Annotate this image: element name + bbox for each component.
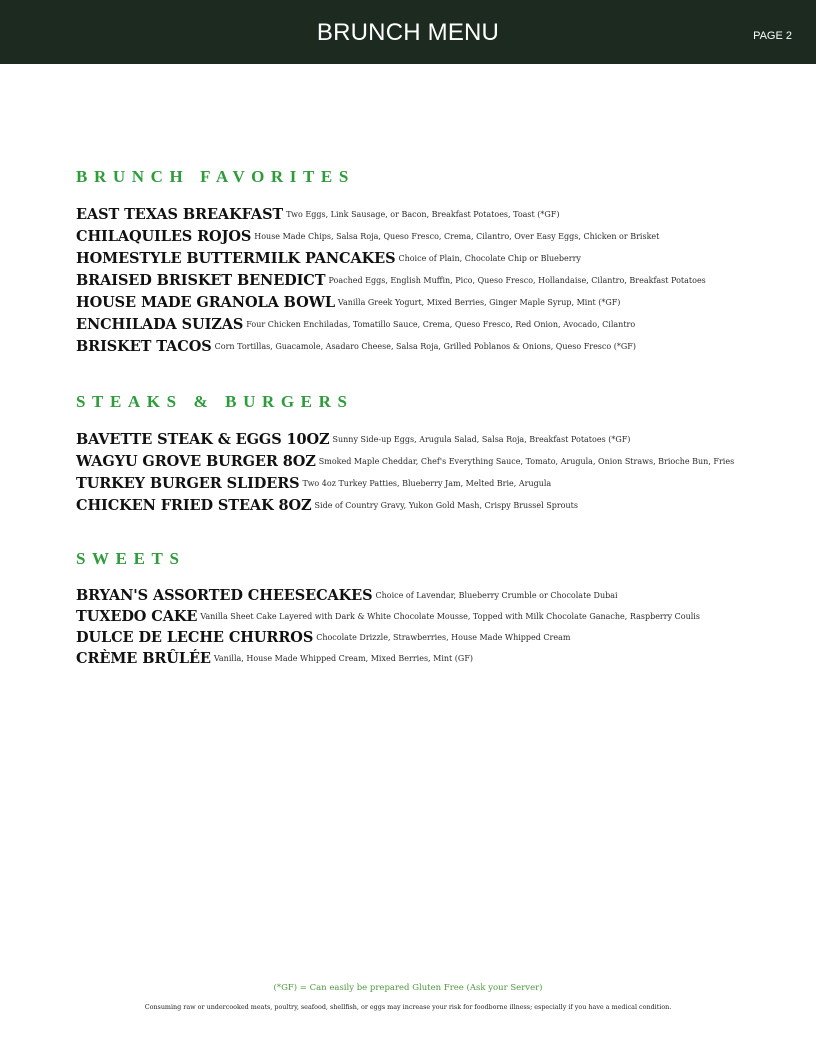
- section-brunch-favorites: [76, 166, 776, 357]
- menu-item: [76, 203, 776, 225]
- menu-item: [76, 584, 776, 605]
- item-description: Choice of Lavendar, Blueberry Crumble or Chocolate Dubai: [375, 591, 618, 600]
- menu-item-list: [76, 584, 776, 668]
- gluten-free-note: (*GF) = Can easily be prepared Gluten Free (Ask your Server): [273, 983, 543, 993]
- item-name: DULCE DE LECHE CHURROS: [76, 629, 314, 646]
- item-description: Side of Country Gravy, Yukon Gold Mash, Crispy Brussel Sprouts: [314, 501, 578, 510]
- item-description: Sunny Side-up Eggs, Arugula Salad, Salsa Roja, Breakfast Potatoes (*GF): [332, 435, 631, 444]
- menu-item: [76, 428, 776, 450]
- item-name: BRYAN'S ASSORTED CHEESECAKES: [76, 587, 373, 604]
- section-title: BRUNCH FAVORITES: [76, 167, 355, 186]
- item-description: House Made Chips, Salsa Roja, Queso Fresco, Crema, Cilantro, Over Easy Eggs, Chicken or Brisket: [254, 232, 660, 241]
- section-title: SWEETS: [76, 549, 186, 568]
- menu-item: [76, 494, 776, 516]
- item-name: BRISKET TACOS: [76, 338, 212, 355]
- item-description: Choice of Plain, Chocolate Chip or Blueberry: [398, 254, 581, 263]
- menu-item: [76, 313, 776, 335]
- item-description: Four Chicken Enchiladas, Tomatillo Sauce, Crema, Queso Fresco, Red Onion, Avocado, Cilantro: [246, 320, 636, 329]
- item-name: ENCHILADA SUIZAS: [76, 316, 244, 333]
- item-name: CHILAQUILES ROJOS: [76, 228, 252, 245]
- item-name: HOUSE MADE GRANOLA BOWL: [76, 294, 335, 311]
- food-safety-warning: Consuming raw or undercooked meats, poultry, seafood, shellfish, or eggs may increase your risk for foodborne illness; especially if you have a medical condition.: [144, 1003, 672, 1011]
- item-name: TUXEDO CAKE: [76, 608, 198, 625]
- menu-title: BRUNCH MENU: [316, 19, 500, 46]
- item-description: Two 4oz Turkey Patties, Blueberry Jam, Melted Brie, Arugula: [302, 479, 552, 488]
- section-steaks-burgers: [76, 391, 776, 516]
- item-description: Smoked Maple Cheddar, Chef's Everything Sauce, Tomato, Arugula, Onion Straws, Brioche Bun, Fries: [318, 457, 735, 466]
- item-description: Vanilla, House Made Whipped Cream, Mixed Berries, Mint (GF): [213, 654, 473, 663]
- menu-item: [76, 335, 776, 357]
- item-description: Chocolate Drizzle, Strawberries, House Made Whipped Cream: [316, 633, 571, 642]
- item-name: WAGYU GROVE BURGER 8OZ: [76, 453, 316, 470]
- menu-item: [76, 247, 776, 269]
- item-name: BRAISED BRISKET BENEDICT: [76, 272, 326, 289]
- section-sweets: [76, 548, 776, 668]
- menu-item-list: [76, 203, 776, 357]
- item-name: EAST TEXAS BREAKFAST: [76, 206, 284, 223]
- menu-item: [76, 225, 776, 247]
- header-bar: [0, 0, 816, 64]
- menu-item: [76, 291, 776, 313]
- item-description: Two Eggs, Link Sausage, or Bacon, Breakfast Potatoes, Toast (*GF): [286, 210, 560, 219]
- item-name: TURKEY BURGER SLIDERS: [76, 475, 300, 492]
- section-title: STEAKS & BURGERS: [76, 392, 354, 411]
- item-description: Corn Tortillas, Guacamole, Asadaro Cheese, Salsa Roja, Grilled Poblanos & Onions, Queso Fresco (*GF): [214, 342, 636, 351]
- menu-item: [76, 647, 776, 668]
- menu-item: [76, 605, 776, 626]
- menu-item: [76, 472, 776, 494]
- item-description: Poached Eggs, English Muffin, Pico, Queso Fresco, Hollandaise, Cilantro, Breakfast Potatoes: [328, 276, 706, 285]
- item-name: CRÈME BRÛLÉE: [76, 650, 211, 667]
- item-name: HOMESTYLE BUTTERMILK PANCAKES: [76, 250, 396, 267]
- page-number: PAGE 2: [753, 30, 792, 42]
- item-name: CHICKEN FRIED STEAK 8OZ: [76, 497, 312, 514]
- item-description: Vanilla Greek Yogurt, Mixed Berries, Ginger Maple Syrup, Mint (*GF): [337, 298, 621, 307]
- menu-item-list: [76, 428, 776, 516]
- menu-item: [76, 626, 776, 647]
- item-description: Vanilla Sheet Cake Layered with Dark & White Chocolate Mousse, Topped with Milk Chocolate Ganache, Raspberry Coulis: [200, 612, 700, 621]
- menu-item: [76, 269, 776, 291]
- menu-item: [76, 450, 776, 472]
- item-name: BAVETTE STEAK & EGGS 10OZ: [76, 431, 330, 448]
